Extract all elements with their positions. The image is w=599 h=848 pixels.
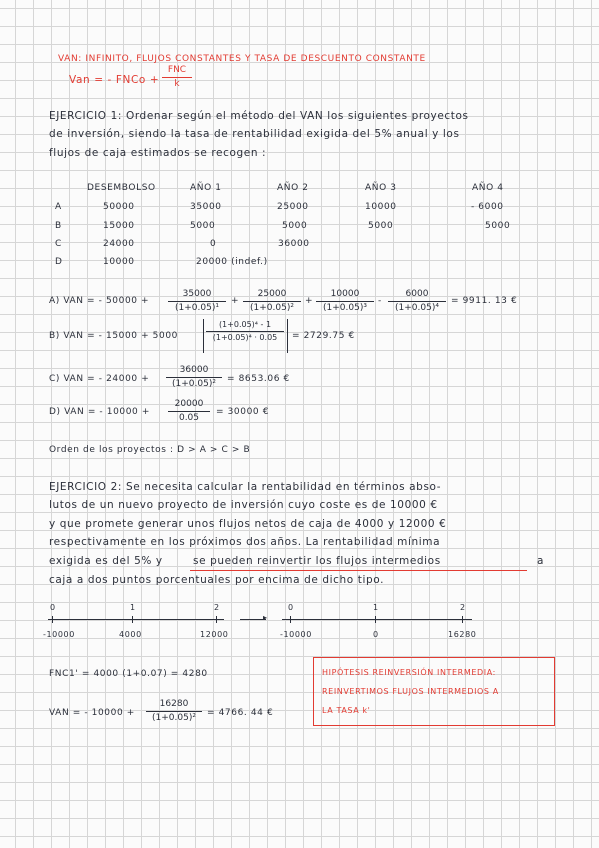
timeline2-value: 0: [373, 630, 379, 639]
fraction-numerator: 10000: [316, 290, 374, 302]
fraction-denominator: (1+0.05)²: [250, 303, 294, 313]
table-cell: 24000: [103, 239, 135, 249]
calc-b-fraction: [206, 321, 284, 342]
fraction-denominator: (1+0.05)²: [152, 713, 196, 723]
fnc-calc: FNC1' = 4000 (1+0.07) = 4280: [49, 669, 208, 679]
timeline2-value: 16280: [448, 630, 477, 639]
timeline2-tick: [375, 616, 376, 623]
hypothesis-line-1: HIPÓTESIS REINVERSIÓN INTERMEDIA:: [322, 668, 496, 677]
calc-a-fraction-1: [168, 290, 226, 313]
calc-a-prefix: A) VAN = - 50000 +: [49, 296, 150, 306]
van-prefix: VAN = - 10000 +: [49, 708, 135, 718]
timeline2-tick-label: 1: [373, 603, 379, 612]
table-cell: 0: [210, 239, 217, 249]
table-header-desembolso: DESEMBOLSO: [87, 183, 156, 193]
table-header-year3: AÑO 3: [365, 183, 397, 193]
fraction-numerator: 35000: [168, 290, 226, 302]
title-formula-fraction: [162, 66, 192, 89]
fraction-numerator: 36000: [166, 366, 222, 378]
timeline2-tick: [290, 616, 291, 623]
timeline1-tick: [216, 616, 217, 623]
table-cell: - 6000: [471, 202, 504, 212]
calc-a-fraction-3: [316, 290, 374, 313]
timeline2-tick-label: 2: [460, 603, 466, 612]
exercise1-line-2: de inversión, siendo la tasa de rentabilidad exigida del 5% anual y los: [49, 128, 460, 140]
exercise2-line-2: lutos de un nuevo proyecto de inversión cuyo coste es de 10000 €: [49, 499, 438, 511]
table-cell: 5000: [190, 221, 216, 231]
table-cell: 5000: [368, 221, 394, 231]
table-cell: 36000: [278, 239, 310, 249]
fraction-denominator: 0.05: [178, 413, 200, 423]
timeline1-value: 12000: [200, 630, 229, 639]
van-fraction: [146, 700, 202, 723]
projects-order: Orden de los proyectos : D > A > C > B: [49, 445, 251, 455]
fraction-numerator: (1+0.05)⁴ - 1: [206, 321, 284, 332]
table-cell: 15000: [103, 221, 135, 231]
calc-a-fraction-4: [388, 290, 446, 313]
row-label-b: B: [55, 221, 62, 231]
timeline2-axis: [282, 619, 472, 620]
operator: +: [231, 296, 240, 306]
fraction-denominator: (1+0.05)³: [323, 303, 367, 313]
fraction-denominator: (1+0.05)¹: [175, 303, 219, 313]
fraction-numerator: 25000: [243, 290, 301, 302]
exercise1-line-3: flujos de caja estimados se recogen :: [49, 147, 267, 159]
exercise2-line-5a: exigida es del 5% y: [49, 555, 163, 567]
exercise2-line-6: caja a dos puntos porcentuales por encima de dicho tipo.: [49, 574, 385, 586]
timeline2-value: -10000: [280, 630, 312, 639]
fraction-denominator: (1+0.05)²: [172, 379, 216, 389]
timeline2-tick: [462, 616, 463, 623]
timeline1-tick-label: 0: [50, 603, 56, 612]
calc-c-prefix: C) VAN = - 24000 +: [49, 374, 150, 384]
page-title: VAN: INFINITO, FLUJOS CONSTANTES Y TASA DE DESCUENTO CONSTANTE: [58, 54, 426, 64]
table-cell: 25000: [277, 202, 309, 212]
calc-a-result: = 9911. 13 €: [451, 296, 518, 306]
exercise2-line-1: EJERCICIO 2: Se necesita calcular la rentabilidad en términos abso-: [49, 481, 442, 493]
title-formula-numerator: FNC: [162, 66, 192, 78]
red-underline: [190, 570, 527, 571]
table-header-year1: AÑO 1: [190, 183, 222, 193]
table-cell: 20000 (indef.): [196, 257, 268, 267]
hypothesis-line-3: LA TASA k': [322, 706, 371, 715]
fraction-numerator: 6000: [388, 290, 446, 302]
arrow-head-icon: ▸: [263, 613, 268, 622]
timeline1-tick: [52, 616, 53, 623]
calc-c-fraction: [166, 366, 222, 389]
timeline1-tick: [132, 616, 133, 623]
exercise2-line-5c: a: [537, 555, 545, 567]
calc-b-prefix: B) VAN = - 15000 + 5000: [49, 331, 178, 341]
table-cell: 10000: [365, 202, 397, 212]
operator: +: [305, 296, 314, 306]
exercise2-line-3: y que promete generar unos flujos netos de caja de 4000 y 12000 €: [49, 518, 447, 530]
table-cell: 5000: [282, 221, 308, 231]
exercise1-line-1: EJERCICIO 1: Ordenar según el método del VAN los siguientes proyectos: [49, 110, 469, 122]
timeline1-tick-label: 1: [130, 603, 136, 612]
operator: -: [378, 296, 382, 306]
row-label-d: D: [55, 257, 63, 267]
exercise2-line-4: respectivamente en los próximos dos años. La rentabilidad mínima: [49, 536, 441, 548]
row-label-a: A: [55, 202, 62, 212]
timeline1-tick-label: 2: [214, 603, 220, 612]
calc-d-prefix: D) VAN = - 10000 +: [49, 407, 150, 417]
title-formula-lhs: Van = - FNCo +: [69, 74, 160, 86]
hypothesis-line-2: REINVERTIMOS FLUJOS INTERMEDIOS A: [322, 687, 499, 696]
table-cell: 5000: [485, 221, 511, 231]
calc-a-fraction-2: [243, 290, 301, 313]
fraction-denominator: (1+0.05)⁴: [395, 303, 439, 313]
exercise2-line-5-highlight: se pueden reinvertir los flujos intermedios: [193, 555, 441, 567]
table-cell: 50000: [103, 202, 135, 212]
timeline1-value: -10000: [43, 630, 75, 639]
table-cell: 35000: [190, 202, 222, 212]
fraction-numerator: 20000: [168, 400, 210, 412]
title-formula-denominator: k: [174, 79, 180, 89]
calc-c-result: = 8653.06 €: [227, 374, 290, 384]
calc-d-result: = 30000 €: [216, 407, 270, 417]
fraction-denominator: (1+0.05)⁴ · 0.05: [212, 333, 278, 342]
row-label-c: C: [55, 239, 62, 249]
calc-b-result: = 2729.75 €: [292, 331, 355, 341]
table-cell: 10000: [103, 257, 135, 267]
timeline2-tick-label: 0: [288, 603, 294, 612]
table-header-year2: AÑO 2: [277, 183, 309, 193]
van-result: = 4766. 44 €: [207, 708, 274, 718]
calc-d-fraction: [168, 400, 210, 423]
timeline1-axis: [48, 619, 224, 620]
fraction-numerator: 16280: [146, 700, 202, 712]
timeline1-value: 4000: [119, 630, 142, 639]
table-header-year4: AÑO 4: [472, 183, 504, 193]
